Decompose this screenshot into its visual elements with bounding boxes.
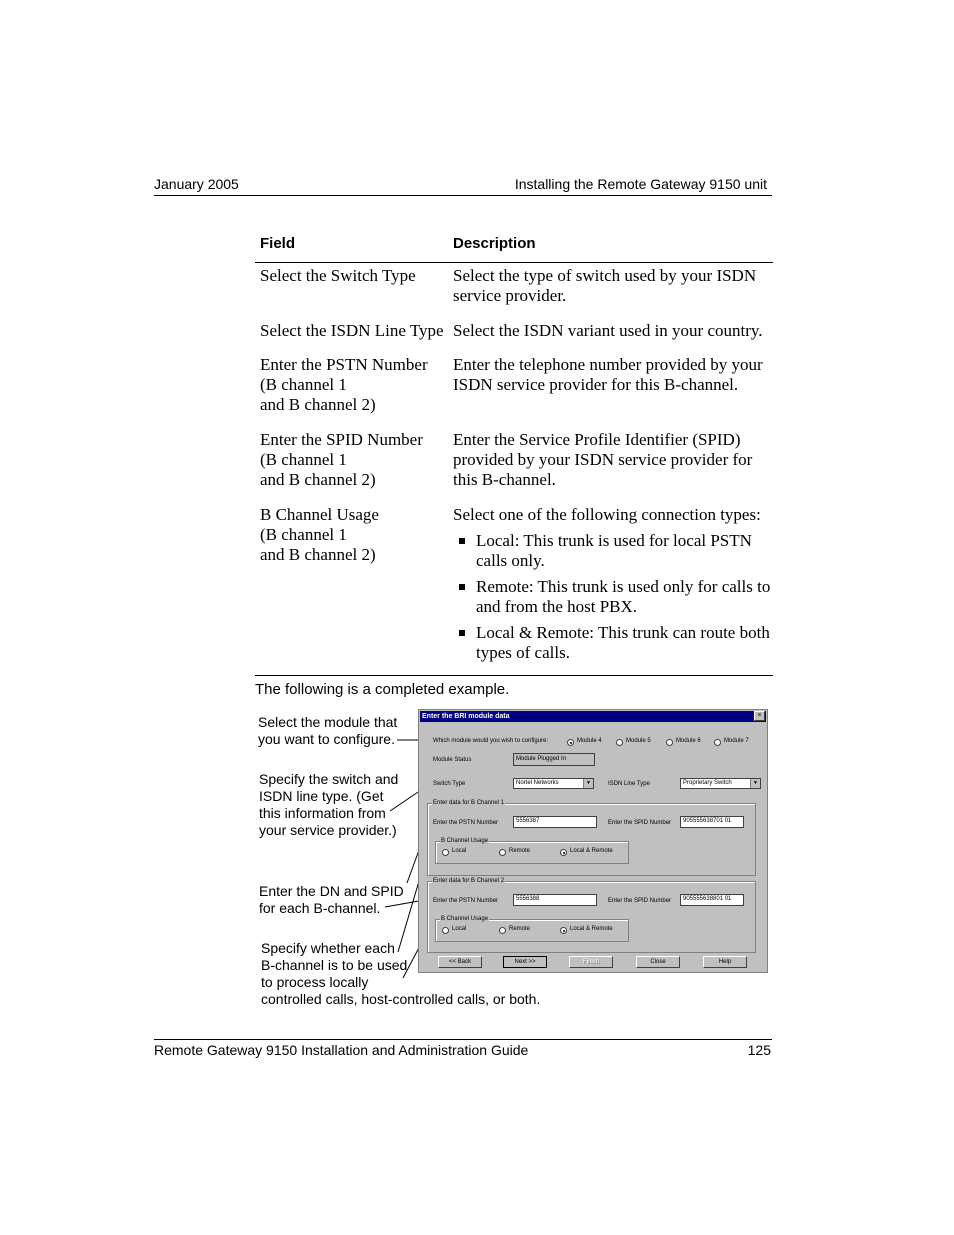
table-cell-description: Enter the Service Profile Identifier (SPID) provided by your ISDN service provider for this B-channel. (453, 430, 753, 489)
pstn-input-1[interactable]: 5556387 (513, 816, 597, 828)
radio-ch2-remote[interactable] (499, 927, 506, 934)
module-status-field: Module Plugged In (513, 753, 595, 766)
switch-type-label: Switch Type (433, 781, 466, 787)
finish-button[interactable]: Finish (569, 956, 613, 968)
spid-input-1[interactable]: 905555638701 01 (680, 816, 744, 828)
header-date: January 2005 (154, 176, 239, 192)
callout-dn-spid: Enter the DN and SPID for each B-channel. (259, 883, 404, 916)
bri-module-dialog: Enter the BRI module data × Which module would you wish to configure: Module 4 Module 5 Module 6 Module 7 Module Status Module Plugged In Switch Type Nortel Networks ▼ ISDN Line Type Proprietary Switch ▼ Enter data for B Channel 1 Enter the PSTN Number 5556387 Enter the SPID Number 905555638701 01 B Channel Usage Local Remote Local & Remote Enter data for B Channel 2 Enter the PSTN Number 5556388 Enter the SPID Number 905555638801 01 B Channel Usage Local Remote Local & Remote << Back Next >> Finish Close Help (418, 709, 768, 973)
bullet-item: Local & Remote: This trunk can route both types of calls. (453, 623, 771, 663)
radio-ch2-local-remote[interactable] (560, 927, 567, 934)
table-cell-field: Enter the PSTN Number (B channel 1 and B channel 2) (260, 355, 428, 414)
close-button[interactable]: Close (636, 956, 680, 968)
bullet-item: Local: This trunk is used for local PSTN calls only. (453, 531, 771, 571)
radio-module-4[interactable] (567, 739, 574, 746)
next-button[interactable]: Next >> (503, 956, 547, 968)
spid-label-2: Enter the SPID Number (608, 898, 672, 904)
pstn-input-2[interactable]: 5556388 (513, 894, 597, 906)
table-cell-field: Enter the SPID Number (B channel 1 and B channel 2) (260, 430, 423, 489)
bullet-item: Remote: This trunk is used only for calls to and from the host PBX. (453, 577, 771, 617)
table-cell-description: Select the ISDN variant used in your country. (453, 321, 763, 340)
radio-module-5[interactable] (616, 739, 623, 746)
spid-input-2[interactable]: 905555638801 01 (680, 894, 744, 906)
table-cell-field: B Channel Usage (B channel 1 and B channel 2) (260, 505, 379, 564)
module-status-label: Module Status (433, 757, 472, 763)
channel1-group: Enter data for B Channel 1 (427, 803, 756, 876)
radio-ch2-local[interactable] (442, 927, 449, 934)
callout-usage: Specify whether each B-channel is to be used to process locally controlled calls, host-controlled calls, or both. (261, 940, 541, 1007)
isdn-line-type-select[interactable]: Proprietary Switch ▼ (680, 778, 761, 789)
header-section-title: Installing the Remote Gateway 9150 unit (514, 176, 767, 192)
table-cell-field: Select the Switch Type (260, 266, 416, 285)
isdn-line-type-label: ISDN Line Type (608, 781, 650, 787)
pstn-label-1: Enter the PSTN Number (433, 820, 499, 826)
col-header-description: Description (453, 235, 536, 252)
table-cell-description: Enter the telephone number provided by your ISDN service provider for this B-channel. (453, 355, 763, 394)
table-cell-field: Select the ISDN Line Type (260, 321, 444, 340)
intro-text: The following is a completed example. (255, 681, 510, 698)
radio-ch1-local[interactable] (442, 849, 449, 856)
footer-guide-title: Remote Gateway 9150 Installation and Administration Guide (154, 1042, 529, 1058)
page-number: 125 (747, 1042, 771, 1058)
spid-label-1: Enter the SPID Number (608, 820, 672, 826)
back-button[interactable]: << Back (438, 956, 482, 968)
channel2-usage-group: B Channel Usage (435, 919, 629, 942)
help-button[interactable]: Help (703, 956, 747, 968)
radio-ch1-remote[interactable] (499, 849, 506, 856)
radio-module-7[interactable] (714, 739, 721, 746)
table-cell-description: Select one of the following connection types: Local: This trunk is used for local PSTN calls only. Remote: This trunk is used only for calls to and from the host PBX. Local & Remote: This trunk can route both types of calls. (453, 505, 771, 662)
pstn-label-2: Enter the PSTN Number (433, 898, 499, 904)
col-header-field: Field (260, 235, 296, 252)
callout-module: Select the module that you want to configure. (258, 714, 398, 747)
close-icon[interactable]: × (754, 711, 765, 721)
chevron-down-icon[interactable]: ▼ (583, 779, 593, 788)
table-cell-description: Select the type of switch used by your ISDN service provider. (453, 266, 757, 305)
switch-type-select[interactable]: Nortel Networks ▼ (513, 778, 594, 789)
module-prompt: Which module would you wish to configure: (433, 738, 549, 744)
chevron-down-icon[interactable]: ▼ (750, 779, 760, 788)
channel2-group: Enter data for B Channel 2 (427, 881, 756, 953)
channel1-usage-group: B Channel Usage (435, 841, 629, 864)
radio-ch1-local-remote[interactable] (560, 849, 567, 856)
callout-switch: Specify the switch and ISDN line type. (Get this information from your service provider.) (259, 771, 399, 838)
dialog-title: Enter the BRI module data (420, 711, 766, 722)
radio-module-6[interactable] (666, 739, 673, 746)
footer-rule (154, 1039, 772, 1040)
